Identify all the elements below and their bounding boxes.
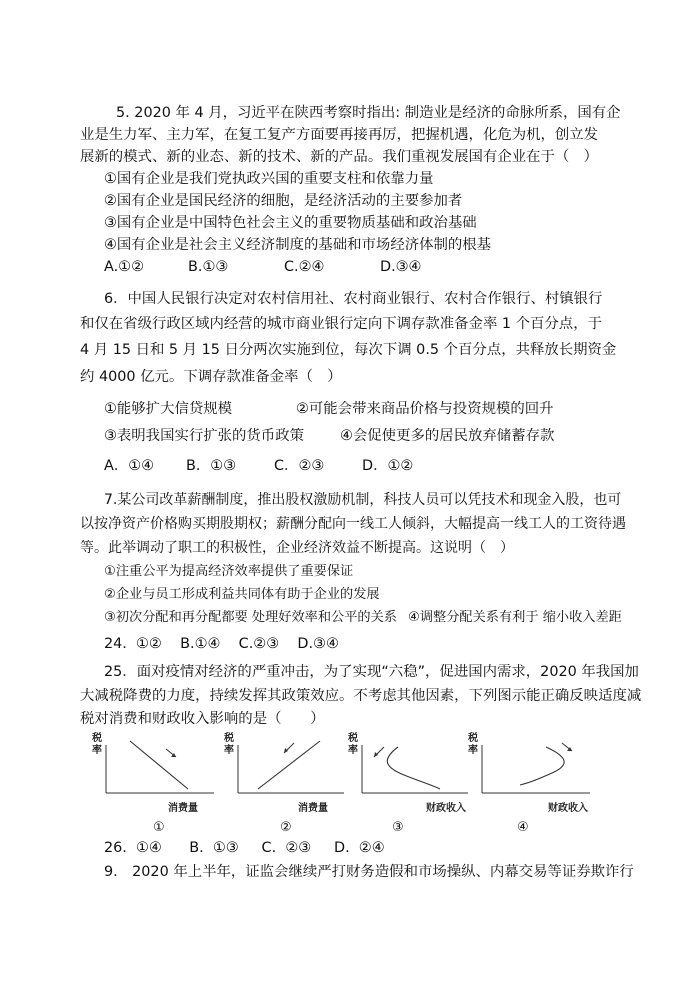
- chart-1-ylabel-bottom: 率: [92, 745, 102, 756]
- chart-4-xlabel: 财政收入: [548, 803, 588, 814]
- q7-line-3: 等。此举调动了职工的积极性，企业经济效益不断提高。这说明（ ）: [80, 540, 514, 556]
- q7-option-3: ③初次分配和再分配都要 处理好效率和公平的关系: [104, 610, 397, 625]
- chart-1-caption: ①: [153, 820, 165, 835]
- chart-2: [222, 731, 352, 817]
- q5-line-3: 展新的模式、新的业态、新的技术、新的产品。我们重视发展国有企业在于（ ）: [80, 149, 599, 165]
- chart-3-xlabel: 财政收入: [426, 803, 466, 814]
- q5-option-3: ③国有企业是中国特色社会主义的重要物质基础和政治基础: [104, 215, 477, 231]
- q6-option-1: ①能够扩大信贷规模: [104, 401, 233, 417]
- chart-4-caption: ④: [517, 820, 529, 835]
- q5-option-4: ④国有企业是社会主义经济制度的基础和市场经济体制的根基: [104, 237, 492, 253]
- q5-line-1: 5. 2020 年 4 月，习近平在陕西考察时指出: 制造业是经济的命脉所系，国有企: [116, 105, 621, 121]
- chart-4-curve: [520, 747, 564, 785]
- q5-line-2: 业是生力军、主力军，在复工复产方面要再接再厉，把握机遇，化危为机，创立发: [80, 127, 599, 143]
- q7-option-2: ②企业与员工形成利益共同体有助于企业的发展: [104, 587, 380, 602]
- q7-option-1: ①注重公平为提高经济效率提供了重要保证: [104, 564, 354, 579]
- chart-2-arrowhead: [284, 748, 288, 753]
- q9-line-1: 9. 2020 年上半年，证监会继续严打财务造假和市场操纵、内幕交易等证券欺诈行: [104, 864, 634, 880]
- q6-choice-d: D．①②: [362, 458, 414, 474]
- chart-3-ylabel-bottom: 率: [348, 745, 358, 756]
- q5-choice-b: B.①③: [188, 259, 229, 275]
- q6-option-3: ③表明我国实行扩张的货币政策: [104, 428, 304, 444]
- q7-line-1: 7.某公司改革薪酬制度，推出股权激励机制，科技人员可以凭技术和现金入股，也可: [104, 492, 622, 508]
- q6-line-1: 6．中国人民银行决定对农村信用社、农村商业银行、农村合作银行、村镇银行: [104, 291, 603, 307]
- q25-line-1: 25．面对疫情对经济的严重冲击，为了实现“六稳”，促进国内需求，2020 年我国加: [104, 664, 639, 680]
- chart-4-ylabel-bottom: 率: [468, 745, 478, 756]
- chart-3-arrowhead: [374, 752, 378, 757]
- chart-1-curve: [130, 741, 188, 789]
- q6-choice-c: C．②③: [274, 458, 325, 474]
- q5-choice-d: D.③④: [380, 259, 422, 275]
- q6-option-2: ②可能会带来商品价格与投资规模的回升: [296, 401, 554, 417]
- q6-option-4: ④会促使更多的居民放弃储蓄存款: [340, 428, 555, 444]
- chart-4-ylabel-top: 税: [468, 733, 478, 744]
- chart-2-ylabel-top: 税: [224, 733, 234, 744]
- chart-1-ylabel-top: 税: [92, 733, 102, 744]
- q6-choice-b: B．①③: [186, 458, 237, 474]
- q5-choice-a: A.①②: [104, 259, 144, 275]
- q5-option-1: ①国有企业是我们党执政兴国的重要支柱和依靠力量: [104, 171, 434, 187]
- q7-option-4: ④调整分配关系有利于 缩小收入差距: [408, 610, 622, 625]
- q5-option-2: ②国有企业是国民经济的细胞，是经济活动的主要参加者: [104, 193, 463, 209]
- chart-3-caption: ③: [392, 820, 404, 835]
- q6-line-2: 和仅在省级行政区域内经营的城市商业银行定向下调存款准备金率 1 个百分点，于: [80, 316, 602, 332]
- chart-2-ylabel-bottom: 率: [224, 745, 234, 756]
- chart-3: [346, 731, 476, 817]
- q5-choice-c: C.②④: [284, 259, 325, 275]
- q6-line-3: 4 月 15 日和 5 月 15 日分两次实施到位，每次下调 0.5 个百分点，共释放长期资金: [80, 342, 617, 358]
- q6-choice-a: A．①④: [104, 458, 155, 474]
- chart-2-xlabel: 消费量: [298, 803, 328, 814]
- chart-3-ylabel-top: 税: [348, 733, 358, 744]
- chart-2-caption: ②: [280, 820, 292, 835]
- q25-line-3: 税对消费和财政收入影响的是（ ）: [80, 711, 325, 727]
- chart-3-curve: [387, 747, 440, 789]
- q6-line-4: 约 4000 亿元。下调存款准备金率（ ）: [80, 369, 342, 385]
- q7-line-2: 以按净资产价格购买期股期权；薪酬分配向一线工人倾斜，大幅提高一线工人的工资待遇: [80, 516, 626, 532]
- q7-choices: 24. ①② B.①④ C.②③ D.③④: [104, 636, 339, 652]
- q25-choices: 26. ①④ B. ①③ C. ②③ D. ②④: [104, 840, 385, 856]
- q25-line-2: 大减税降费的力度，持续发挥其政策效应。不考虑其他因素，下列图示能正确反映适度减: [80, 688, 642, 704]
- chart-1-xlabel: 消费量: [168, 803, 198, 814]
- chart-1: [92, 731, 222, 817]
- chart-4: [466, 731, 600, 817]
